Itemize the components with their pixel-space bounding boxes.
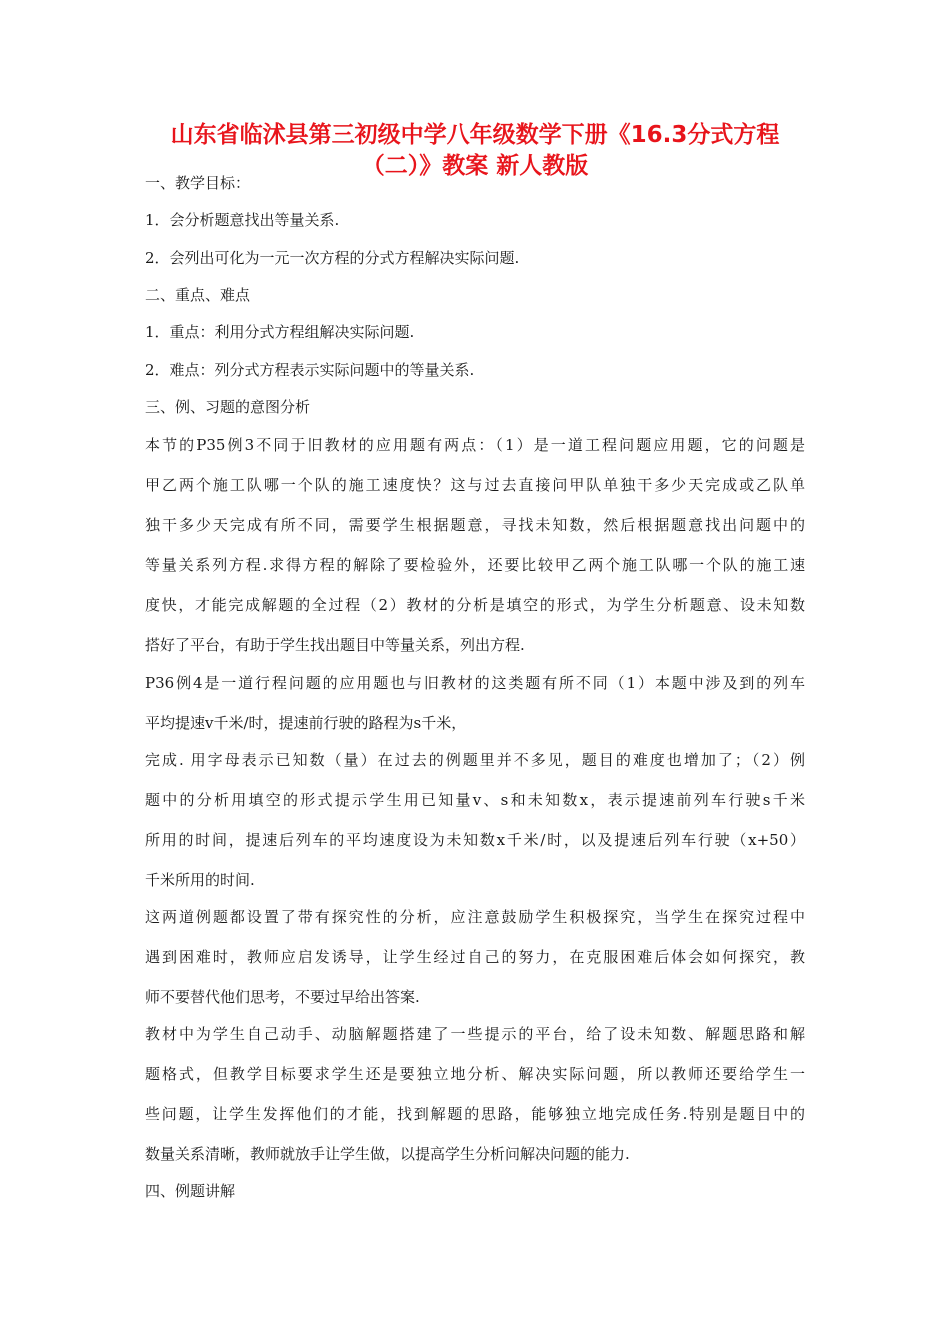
paragraph-line: 平均提速v千米/时，提速前行驶的路程为s千米， bbox=[145, 714, 467, 732]
examples-heading: 四、例题讲解 bbox=[145, 1182, 236, 1200]
objectives-heading: 一、教学目标： bbox=[145, 174, 251, 192]
paragraph-line: 本节的P35例3不同于旧教材的应用题有两点：（1）是一道工程问题应用题，它的问题是 bbox=[145, 436, 805, 454]
paragraph-line: 完成. 用字母表示已知数（量）在过去的例题里并不多见，题目的难度也增加了；（2）例 bbox=[145, 751, 805, 769]
paragraph-line: 师不要替代他们思考，不要过早给出答案. bbox=[145, 988, 420, 1006]
objective-1: 1．会分析题意找出等量关系. bbox=[145, 211, 340, 229]
paragraph-line: 题格式，但教学目标要求学生还是要独立地分析、解决实际问题，所以教师还要给学生一 bbox=[145, 1065, 805, 1083]
paragraph-line: 题中的分析用填空的形式提示学生用已知量v、s和未知数x，表示提速前列车行驶s千米 bbox=[145, 791, 805, 809]
paragraph-line: 所用的时间，提速后列车的平均速度设为未知数x千米/时，以及提速后列车行驶（x+50） bbox=[145, 831, 805, 849]
paragraph-line: 独干多少天完成有所不同，需要学生根据题意，寻找未知数，然后根据题意找出问题中的 bbox=[145, 516, 805, 534]
key-point-1: 1．重点：利用分式方程组解决实际问题. bbox=[145, 323, 415, 341]
paragraph-line: 等量关系列方程.求得方程的解除了要检验外，还要比较甲乙两个施工队哪一个队的施工速 bbox=[145, 556, 805, 574]
paragraph-line: 搭好了平台，有助于学生找出题目中等量关系，列出方程. bbox=[145, 636, 525, 654]
objective-2: 2．会列出可化为一元一次方程的分式方程解决实际问题. bbox=[145, 249, 520, 267]
paragraph-line: 千米所用的时间. bbox=[145, 871, 255, 889]
paragraph-line: 甲乙两个施工队哪一个队的施工速度快？这与过去直接问甲队单独干多少天完成或乙队单 bbox=[145, 476, 805, 494]
document-body bbox=[145, 172, 805, 1202]
title-line-2: （二）》教案 新人教版 bbox=[361, 153, 589, 179]
paragraph-line: 数量关系清晰，教师就放手让学生做，以提高学生分析问解决问题的能力. bbox=[145, 1145, 630, 1163]
analysis-heading: 三、例、习题的意图分析 bbox=[145, 398, 311, 416]
paragraph-line: 这两道例题都设置了带有探究性的分析，应注意鼓励学生积极探究，当学生在探究过程中 bbox=[145, 908, 805, 926]
key-points-heading: 二、重点、难点 bbox=[145, 286, 251, 304]
paragraph-line: 遇到困难时，教师应启发诱导，让学生经过自己的努力，在克服困难后体会如何探究，教 bbox=[145, 948, 805, 966]
paragraph-line: 教材中为学生自己动手、动脑解题搭建了一些提示的平台，给了设未知数、解题思路和解 bbox=[145, 1025, 805, 1043]
paragraph-line: 些问题，让学生发挥他们的才能，找到解题的思路，能够独立地完成任务.特别是题目中的 bbox=[145, 1105, 805, 1123]
paragraph-line: P36例4是一道行程问题的应用题也与旧教材的这类题有所不同（1）本题中涉及到的列车 bbox=[145, 674, 805, 692]
title-line-1: 山东省临沭县第三初级中学八年级数学下册《16.3分式方程 bbox=[170, 122, 780, 148]
key-point-2: 2．难点：列分式方程表示实际问题中的等量关系. bbox=[145, 361, 475, 379]
paragraph-line: 度快，才能完成解题的全过程（2）教材的分析是填空的形式，为学生分析题意、设未知数 bbox=[145, 596, 805, 614]
